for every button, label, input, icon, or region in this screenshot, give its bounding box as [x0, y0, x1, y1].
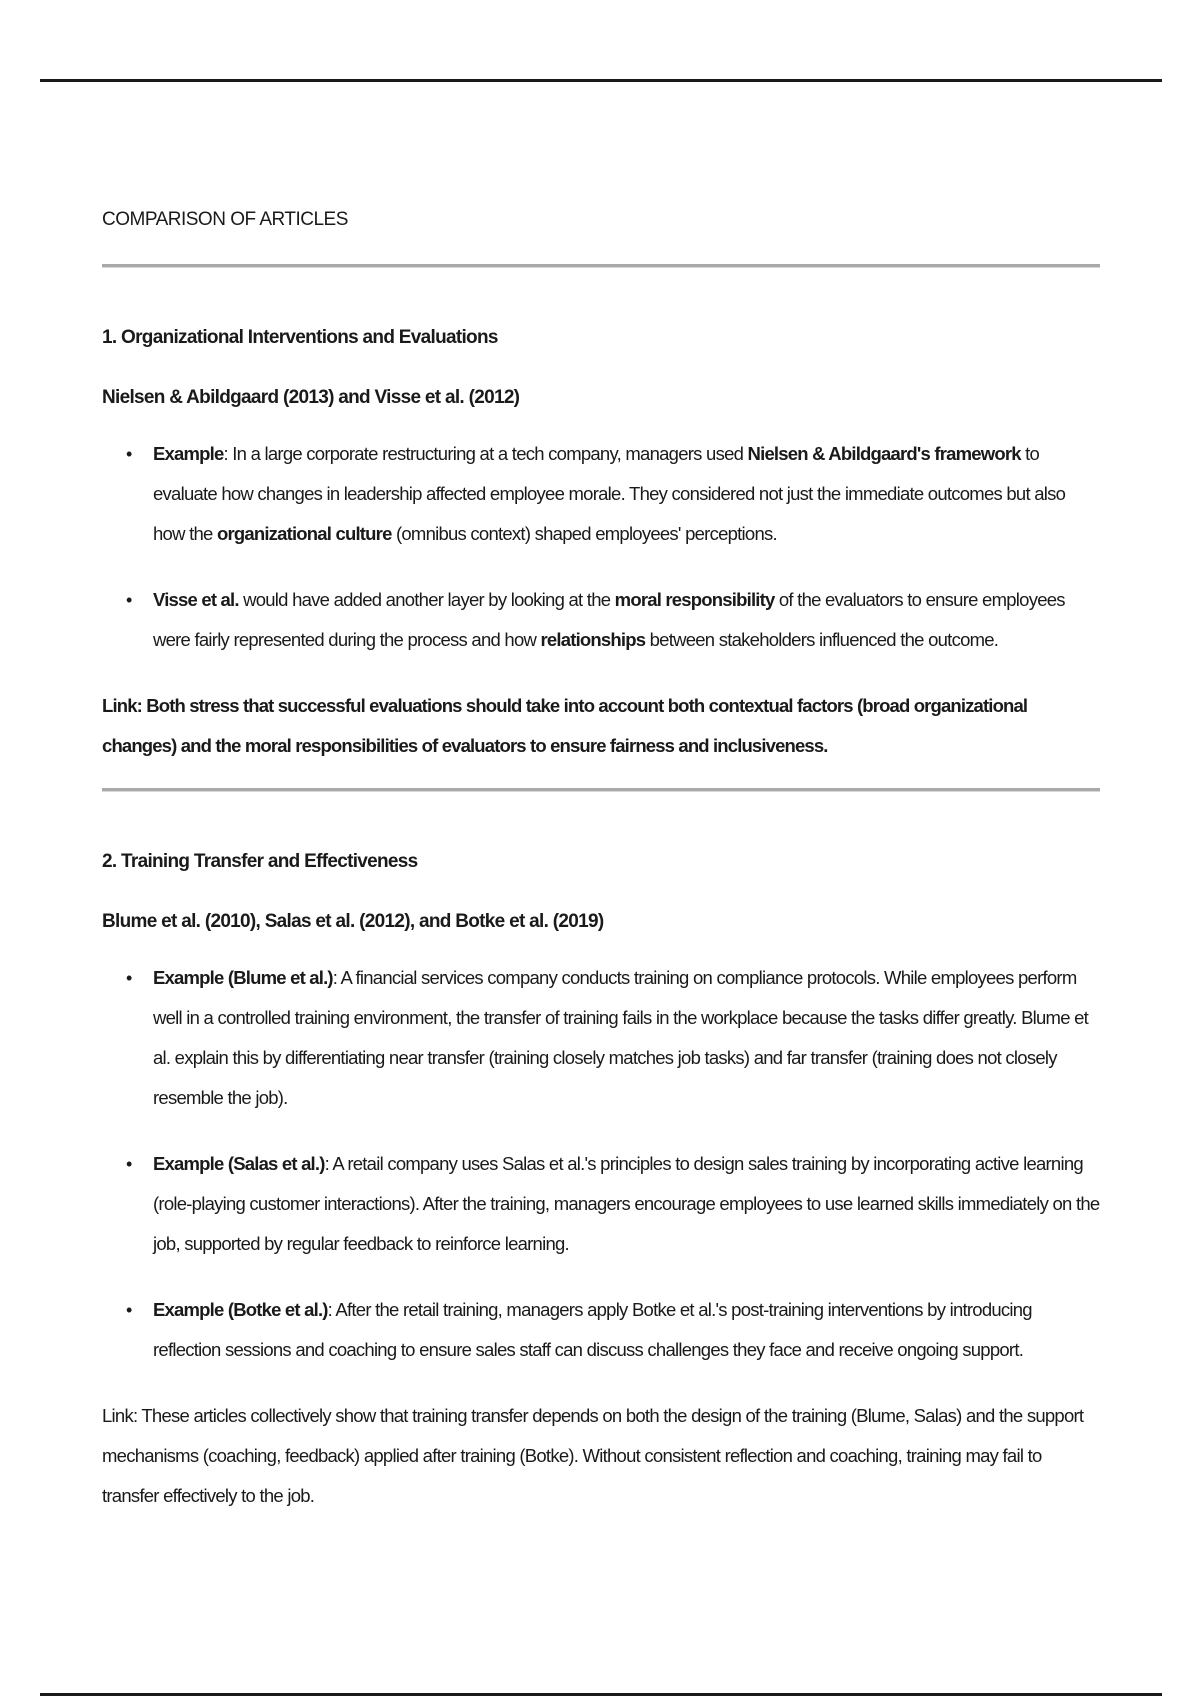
bullet-item [102, 434, 1100, 554]
bullet-icon: • [126, 1154, 132, 1174]
bullet-icon: • [126, 444, 132, 464]
bullet-item [102, 958, 1100, 1118]
bullet-icon: • [126, 590, 132, 610]
document-body [102, 206, 1100, 1516]
section-heading: 1. Organizational Interventions and Evaluations [102, 327, 498, 348]
bullet-text: Example (Salas et al.): A retail company uses Salas et al.'s principles to design sales training by incorporating active learning (role-playing customer interactions). After the training, managers encourage employees to use learned skills immediately on the job, supported by regular feedback to reinforce learning. [153, 1153, 1100, 1254]
section-link-summary: Link: Both stress that successful evaluations should take into account both contextual factors (broad organizational changes) and the moral responsibilities of evaluators to ensure fairness and inclusiveness. [102, 695, 1028, 756]
bullet-list [102, 958, 1100, 1370]
section-heading: 2. Training Transfer and Effectiveness [102, 851, 418, 872]
section-authors: Nielsen & Abildgaard (2013) and Visse et al. (2012) [102, 387, 520, 408]
section-organizational-interventions [102, 324, 1100, 766]
section-link-summary: Link: These articles collectively show that training transfer depends on both the design of the training (Blume, Salas) and the support mechanisms (coaching, feedback) applied after training (Botke). Without consistent reflection and coaching, training may fail to transfer effectively to the job. [102, 1405, 1084, 1506]
bullet-item [102, 1290, 1100, 1370]
section-divider [102, 788, 1100, 792]
section-divider [102, 264, 1100, 268]
bullet-icon: • [126, 1300, 132, 1320]
bullet-text: Example (Botke et al.): After the retail training, managers apply Botke et al.'s post-training interventions by introducing reflection sessions and coaching to ensure sales staff can discuss challenges they face and receive ongoing support. [153, 1299, 1032, 1360]
bullet-text: Example (Blume et al.): A financial services company conducts training on compliance protocols. While employees perform well in a controlled training environment, the transfer of training fails in the workplace because the tasks differ greatly. Blume et al. explain this by differentiating near transfer (training closely matches job tasks) and far transfer (training does not closely resemble the job). [153, 967, 1089, 1108]
page-top-rule [40, 79, 1162, 82]
section-authors: Blume et al. (2010), Salas et al. (2012), and Botke et al. (2019) [102, 911, 604, 932]
page-bottom-rule [40, 1693, 1162, 1696]
bullet-item [102, 580, 1100, 660]
document-title: COMPARISON OF ARTICLES [102, 209, 348, 230]
section-training-transfer [102, 848, 1100, 1516]
bullet-list [102, 434, 1100, 660]
bullet-text: Example: In a large corporate restructuring at a tech company, managers used Nielsen & Abildgaard's framework to evaluate how changes in leadership affected employee morale. They considered not just the immediate outcomes but also how the organizational culture (omnibus context) shaped employees' perceptions. [153, 443, 1066, 544]
bullet-item [102, 1144, 1100, 1264]
bullet-text: Visse et al. would have added another layer by looking at the moral responsibility of the evaluators to ensure employees were fairly represented during the process and how relationships between stakeholders influenced the outcome. [153, 589, 1065, 650]
bullet-icon: • [126, 968, 132, 988]
